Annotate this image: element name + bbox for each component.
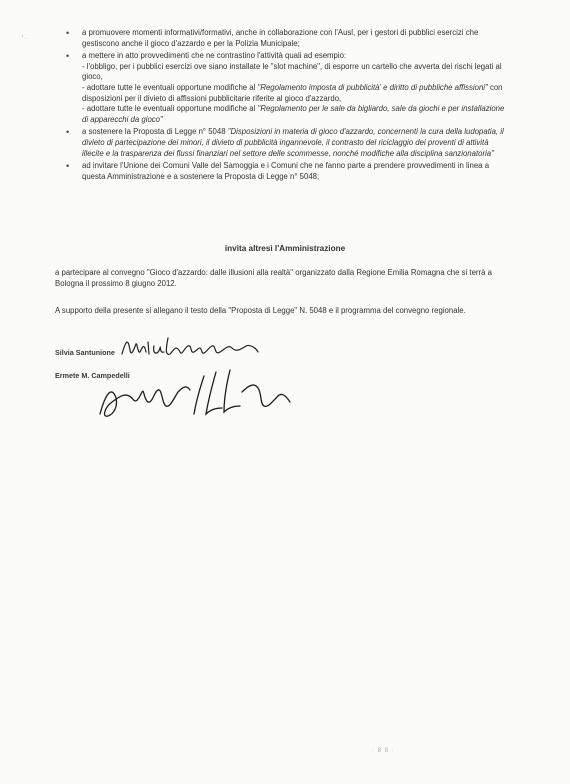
scan-mark-icon: ' · xyxy=(22,36,27,42)
scan-mark-icon: · 8 8 · xyxy=(372,748,395,754)
sub-italic: "Regolamento imposta di pubblicità' e diritto di pubbliche affissioni" xyxy=(257,82,488,92)
sub-text: - adottare tutte le eventuali opportune modifiche al xyxy=(82,104,258,114)
signature-icon xyxy=(92,362,302,424)
signer-name: Ermete M. Campedelli xyxy=(55,371,130,380)
bullet-text: a sostenere la Proposta di Legge n° 5048 xyxy=(82,127,228,137)
sub-item xyxy=(82,83,506,104)
sub-italic: "Regolamento per le sale da bigliardo, sale da giochi e per installazione di apparecchi da gioco" xyxy=(82,104,505,124)
paragraph: A supporto della presente si allegano il testo della "Proposta di Legge" N. 5048 e il programma del convegno regionale. xyxy=(55,306,466,315)
list-item xyxy=(66,161,506,182)
bullet-text: a mettere in atto provvedimenti che ne contrastino l'attività quali ad esempio: xyxy=(82,51,347,61)
paragraph: a partecipare al convegno "Gioco d'azzardo: dalle illusioni alla realtà" organizzato dalla Regione Emilia Romagna che si terrà a Bologna il prossimo 8 giugno 2012. xyxy=(55,268,492,288)
bullet-list xyxy=(66,28,506,184)
sub-item xyxy=(82,104,506,125)
signer-name: Silvia Santunione xyxy=(55,348,115,357)
signature-icon xyxy=(118,334,268,362)
sub-text: con disposizioni per il divieto di affissioni pubblicitarie riferite al gioco d'azzardo, xyxy=(82,82,503,103)
section-heading: invita altresì l'Amministrazione xyxy=(224,244,346,253)
bullet-text: a promuovere momenti informativi/formativi, anche in collaborazione con l'Ausl, per i gestori di pubblici esercizi che gestiscono anche il gioco d'azzardo e per la Polizia Municipale; xyxy=(82,28,479,48)
bullet-italic: "Disposizioni in materia di gioco d'azzardo, concernenti la cura della ludopatia, il divieto di partecipazione dei minori, il divieto di pubblicità ingannevole, il contrasto del riciclaggio dei proventi di attività illecite e la trasparenza dei flussi finanziari nel settore delle scommesse, nonché modifiche alla disciplina sanzionatoria" xyxy=(82,127,504,158)
sub-text: - adottare tutte le eventuali opportune modifiche al xyxy=(82,82,258,92)
list-item xyxy=(66,28,506,49)
bullet-text: ad invitare l'Unione dei Comuni Valle del Samoggia e i Comuni che ne fanno parte a prendere provvedimenti in linea a questa Amministrazione e a sostenere la Proposta di Legge n° 5048; xyxy=(82,161,490,181)
sub-item: - l'obbligo, per i pubblici esercizi ove siano installate le "slot machine", di esporre un cartello che avverta dei rischi legati al gioco, xyxy=(82,61,502,82)
list-item xyxy=(66,51,506,125)
list-item xyxy=(66,127,506,159)
